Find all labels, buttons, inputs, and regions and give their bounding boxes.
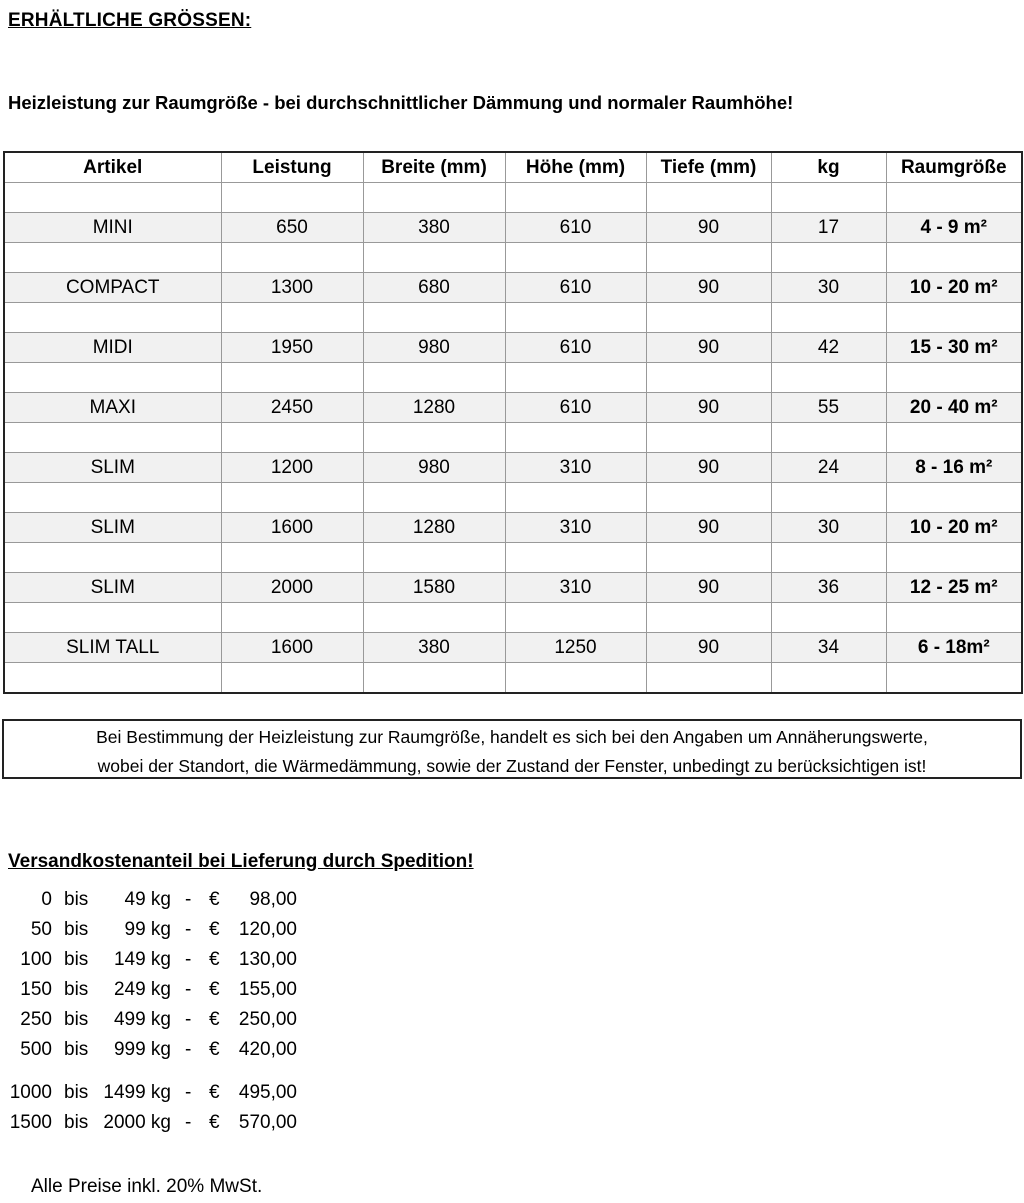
table-cell-empty [886, 303, 1022, 333]
table-header-row [4, 152, 1022, 183]
sizes-table [3, 151, 1023, 694]
table-row [4, 513, 1022, 543]
shipping-price: 420,00 [238, 1039, 297, 1060]
table-cell-empty [771, 483, 886, 513]
separator: - [185, 949, 192, 970]
section-subtitle: Heizleistung zur Raumgröße - bei durchschnittlicher Dämmung und normaler Raumhöhe! [8, 92, 794, 113]
table-cell-empty [771, 243, 886, 273]
table-cell-empty [505, 243, 646, 273]
shipping-row [0, 979, 320, 1009]
table-row [4, 273, 1022, 303]
range-word: bis [64, 919, 89, 940]
shipping-row [0, 1039, 320, 1069]
info-note-box [2, 719, 1022, 779]
weight-from: 250 [20, 1009, 52, 1030]
shipping-row [0, 889, 320, 919]
table-cell: 610 [505, 393, 646, 423]
currency-symbol: € [209, 949, 220, 970]
weight-from: 0 [41, 889, 52, 910]
table-cell-empty [505, 603, 646, 633]
table-cell: COMPACT [4, 273, 221, 303]
table-cell: 1600 [221, 513, 363, 543]
shipping-price: 130,00 [238, 949, 297, 970]
table-cell: SLIM TALL [4, 633, 221, 663]
shipping-row [0, 919, 320, 949]
table-cell: 2450 [221, 393, 363, 423]
currency-symbol: € [209, 889, 220, 910]
range-word: bis [64, 949, 89, 970]
shipping-row [0, 1009, 320, 1039]
table-cell: 6 - 18m² [886, 633, 1022, 663]
table-cell: 310 [505, 453, 646, 483]
range-word: bis [64, 1082, 89, 1103]
separator: - [185, 979, 192, 1000]
table-cell: 1250 [505, 633, 646, 663]
table-cell-empty [363, 303, 505, 333]
table-cell: 42 [771, 333, 886, 363]
currency-symbol: € [209, 1082, 220, 1103]
table-cell-empty [886, 543, 1022, 573]
currency-symbol: € [209, 919, 220, 940]
table-cell: 15 - 30 m² [886, 333, 1022, 363]
shipping-price: 98,00 [249, 889, 297, 910]
table-cell-empty [221, 423, 363, 453]
table-cell-empty [886, 603, 1022, 633]
column-header: Raumgröße [886, 152, 1022, 183]
table-cell-empty [886, 243, 1022, 273]
table-cell-empty [646, 183, 771, 213]
table-cell: 2000 [221, 573, 363, 603]
table-cell: 610 [505, 213, 646, 243]
currency-symbol: € [209, 1009, 220, 1030]
note-line: Bei Bestimmung der Heizleistung zur Raumgröße, handelt es sich bei den Angaben um Annäherungswerte, [96, 727, 928, 747]
table-cell: 30 [771, 513, 886, 543]
table-cell-empty [886, 183, 1022, 213]
table-cell-empty [646, 363, 771, 393]
table-cell-empty [4, 543, 221, 573]
currency-symbol: € [209, 1112, 220, 1133]
table-cell: 680 [363, 273, 505, 303]
table-cell: 34 [771, 633, 886, 663]
table-cell-empty [646, 603, 771, 633]
table-cell-empty [505, 303, 646, 333]
table-spacer-row [4, 183, 1022, 213]
table-cell: 20 - 40 m² [886, 393, 1022, 423]
table-cell: 1300 [221, 273, 363, 303]
column-header: Artikel [4, 152, 221, 183]
table-cell: 1200 [221, 453, 363, 483]
vat-note: Alle Preise inkl. 20% MwSt. [31, 1176, 263, 1197]
table-cell: 1600 [221, 633, 363, 663]
table-row [4, 393, 1022, 423]
range-word: bis [64, 1039, 89, 1060]
table-cell-empty [505, 423, 646, 453]
table-cell-empty [771, 663, 886, 694]
shipping-row [0, 1082, 320, 1112]
table-cell-empty [221, 363, 363, 393]
table-cell: 8 - 16 m² [886, 453, 1022, 483]
table-cell: MINI [4, 213, 221, 243]
table-cell: 1580 [363, 573, 505, 603]
table-cell-empty [886, 663, 1022, 694]
column-header: kg [771, 152, 886, 183]
table-cell-empty [771, 183, 886, 213]
table-cell: SLIM [4, 453, 221, 483]
weight-from: 100 [20, 949, 52, 970]
table-cell-empty [505, 483, 646, 513]
weight-to: 99 kg [124, 919, 171, 940]
table-cell: 1280 [363, 513, 505, 543]
table-cell: 650 [221, 213, 363, 243]
separator: - [185, 919, 192, 940]
table-cell-empty [363, 543, 505, 573]
table-cell-empty [221, 243, 363, 273]
table-cell-empty [771, 543, 886, 573]
table-cell: 980 [363, 453, 505, 483]
weight-from: 1500 [9, 1112, 52, 1133]
range-word: bis [64, 889, 89, 910]
weight-to: 1499 kg [103, 1082, 171, 1103]
table-cell: 1950 [221, 333, 363, 363]
weight-from: 1000 [9, 1082, 52, 1103]
separator: - [185, 1039, 192, 1060]
shipping-title: Versandkostenanteil bei Lieferung durch Spedition! [8, 851, 474, 872]
separator: - [185, 1112, 192, 1133]
shipping-price: 570,00 [238, 1112, 297, 1133]
table-spacer-row [4, 303, 1022, 333]
table-cell-empty [221, 483, 363, 513]
table-cell-empty [4, 483, 221, 513]
table-cell-empty [771, 363, 886, 393]
table-cell-empty [771, 603, 886, 633]
table-cell-empty [363, 603, 505, 633]
weight-to: 149 kg [113, 949, 171, 970]
table-cell-empty [4, 303, 221, 333]
range-word: bis [64, 1112, 89, 1133]
table-cell-empty [4, 363, 221, 393]
weight-to: 2000 kg [103, 1112, 171, 1133]
table-cell: 380 [363, 213, 505, 243]
table-cell: 17 [771, 213, 886, 243]
table-cell: 55 [771, 393, 886, 423]
table-spacer-row [4, 483, 1022, 513]
table-cell: 90 [646, 513, 771, 543]
weight-to: 499 kg [113, 1009, 171, 1030]
table-row [4, 333, 1022, 363]
table-cell: 10 - 20 m² [886, 513, 1022, 543]
table-cell-empty [363, 483, 505, 513]
shipping-row [0, 1112, 320, 1142]
table-row [4, 573, 1022, 603]
table-cell-empty [221, 543, 363, 573]
table-cell-empty [646, 543, 771, 573]
shipping-row [0, 949, 320, 979]
table-cell-empty [771, 303, 886, 333]
currency-symbol: € [209, 979, 220, 1000]
table-cell-empty [886, 483, 1022, 513]
column-header: Tiefe (mm) [646, 152, 771, 183]
table-cell: 36 [771, 573, 886, 603]
table-cell-empty [363, 663, 505, 694]
table-spacer-row [4, 543, 1022, 573]
table-cell-empty [505, 363, 646, 393]
weight-to: 999 kg [113, 1039, 171, 1060]
currency-symbol: € [209, 1039, 220, 1060]
table-cell: MIDI [4, 333, 221, 363]
table-cell: SLIM [4, 513, 221, 543]
table-cell-empty [646, 483, 771, 513]
shipping-price: 120,00 [238, 919, 297, 940]
table-cell-empty [646, 303, 771, 333]
table-cell: 90 [646, 573, 771, 603]
table-cell-empty [221, 303, 363, 333]
table-cell: 980 [363, 333, 505, 363]
table-cell: 90 [646, 273, 771, 303]
table-row [4, 213, 1022, 243]
table-cell-empty [646, 243, 771, 273]
table-cell-empty [4, 423, 221, 453]
separator: - [185, 889, 192, 910]
table-spacer-row [4, 423, 1022, 453]
table-cell: SLIM [4, 573, 221, 603]
table-cell-empty [646, 423, 771, 453]
table-spacer-row [4, 603, 1022, 633]
shipping-price: 250,00 [238, 1009, 297, 1030]
table-cell: 4 - 9 m² [886, 213, 1022, 243]
table-cell-empty [363, 243, 505, 273]
column-header: Breite (mm) [363, 152, 505, 183]
page-title: ERHÄLTLICHE GRÖSSEN: [8, 10, 252, 31]
shipping-price: 155,00 [238, 979, 297, 1000]
table-cell: 310 [505, 513, 646, 543]
weight-from: 150 [20, 979, 52, 1000]
table-cell-empty [221, 603, 363, 633]
table-cell: 12 - 25 m² [886, 573, 1022, 603]
column-header: Höhe (mm) [505, 152, 646, 183]
table-cell-empty [505, 663, 646, 694]
table-cell: 90 [646, 333, 771, 363]
table-cell: 90 [646, 453, 771, 483]
table-row [4, 633, 1022, 663]
table-cell: 90 [646, 393, 771, 423]
table-cell-empty [505, 183, 646, 213]
range-word: bis [64, 979, 89, 1000]
range-word: bis [64, 1009, 89, 1030]
table-cell-empty [771, 423, 886, 453]
table-cell: 610 [505, 273, 646, 303]
table-cell-empty [4, 603, 221, 633]
column-header: Leistung [221, 152, 363, 183]
table-cell: 90 [646, 213, 771, 243]
table-spacer-row [4, 663, 1022, 694]
table-cell-empty [363, 183, 505, 213]
table-cell: 30 [771, 273, 886, 303]
weight-to: 249 kg [113, 979, 171, 1000]
table-spacer-row [4, 363, 1022, 393]
table-cell-empty [4, 663, 221, 694]
table-cell: 24 [771, 453, 886, 483]
table-cell-empty [363, 423, 505, 453]
table-cell: 90 [646, 633, 771, 663]
table-cell-empty [221, 183, 363, 213]
separator: - [185, 1009, 192, 1030]
table-cell: 610 [505, 333, 646, 363]
weight-to: 49 kg [124, 889, 171, 910]
table-cell-empty [4, 183, 221, 213]
table-cell-empty [221, 663, 363, 694]
separator: - [185, 1082, 192, 1103]
table-cell: 310 [505, 573, 646, 603]
shipping-price: 495,00 [238, 1082, 297, 1103]
table-cell-empty [505, 543, 646, 573]
table-cell: 380 [363, 633, 505, 663]
table-cell-empty [363, 363, 505, 393]
table-cell-empty [646, 663, 771, 694]
table-row [4, 453, 1022, 483]
note-line: wobei der Standort, die Wärmedämmung, sowie der Zustand der Fenster, unbedingt zu berücksichtigen ist! [97, 756, 927, 776]
table-cell: 10 - 20 m² [886, 273, 1022, 303]
table-cell-empty [886, 363, 1022, 393]
table-spacer-row [4, 243, 1022, 273]
table-cell: MAXI [4, 393, 221, 423]
table-cell-empty [886, 423, 1022, 453]
weight-from: 500 [20, 1039, 52, 1060]
table-cell-empty [4, 243, 221, 273]
table-cell: 1280 [363, 393, 505, 423]
weight-from: 50 [30, 919, 52, 940]
